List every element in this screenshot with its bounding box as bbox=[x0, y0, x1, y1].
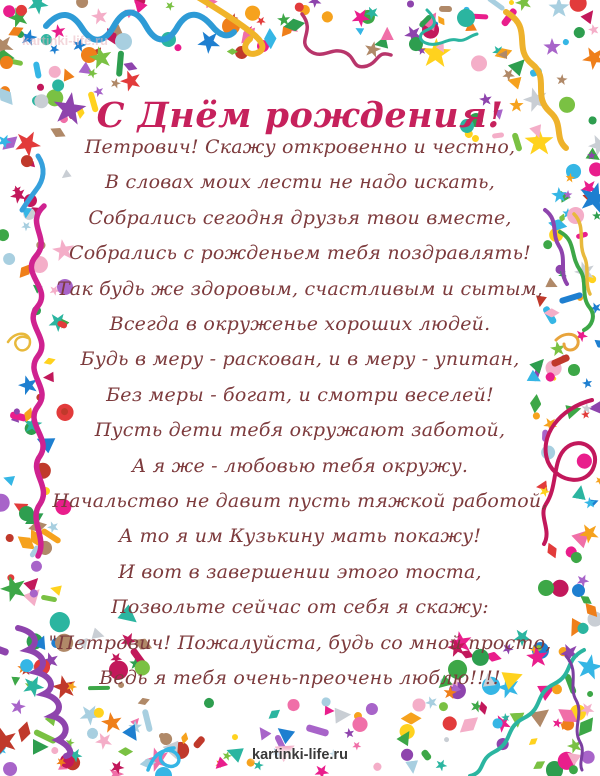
poem-line: Всегда в окруженье хороших людей. bbox=[109, 313, 491, 336]
poem-line: Будь в меру - раскован, и в меру - упитан, bbox=[80, 348, 520, 371]
poem-line: Позвольте сейчас от себя я скажу: bbox=[111, 596, 489, 619]
poem-line: Пусть дети тебя окружают заботой, bbox=[94, 419, 506, 442]
poem-line: Ведь я тебя очень-преочень люблю!!!! bbox=[99, 667, 501, 690]
watermark-faint: kartinki-life.ru bbox=[22, 33, 108, 48]
poem-line: Собрались сегодня друзья твои вместе, bbox=[88, 206, 512, 229]
card-title: С Днём рождения! bbox=[96, 95, 504, 137]
poem-line: Без меры - богат, и смотри веселей! bbox=[106, 383, 494, 406]
poem-line: Петрович! Скажу откровенно и честно, bbox=[84, 136, 516, 158]
poem bbox=[30, 130, 570, 697]
poem-line: Начальство не давит пусть тяжкой работой, bbox=[52, 490, 548, 513]
poem-line: Так будь же здоровым, счастливым и сытым, bbox=[56, 277, 544, 300]
poem-line: Собрались с рожденьем тебя поздравлять! bbox=[68, 242, 532, 265]
poem-line: А то я им Кузькину мать покажу! bbox=[118, 525, 482, 548]
watermark: kartinki-life.ru bbox=[252, 747, 348, 763]
poem-line: В словах моих лести не надо искать, bbox=[105, 171, 495, 194]
poem-line: "Петрович! Пожалуйста, будь со мной просто, bbox=[48, 631, 552, 654]
poem-line: А я же - любовью тебя окружу. bbox=[131, 454, 469, 477]
poem-line: И вот в завершении этого тоста, bbox=[118, 560, 482, 583]
